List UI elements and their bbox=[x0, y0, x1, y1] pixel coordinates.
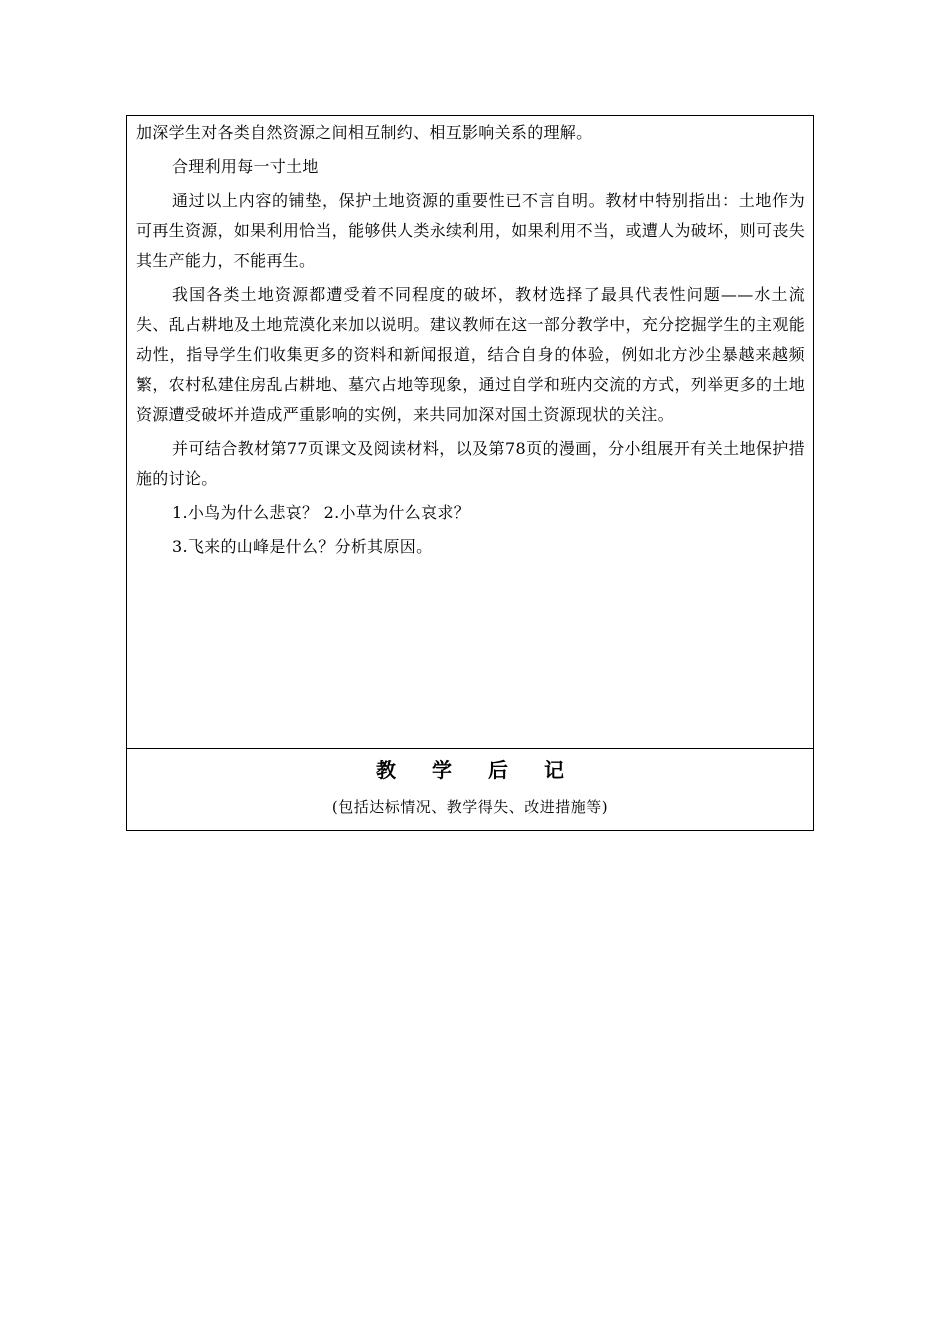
title-char: 学 bbox=[432, 758, 452, 782]
title-char: 教 bbox=[376, 758, 396, 782]
paragraph-discussion: 并可结合教材第77页课文及阅读材料，以及第78页的漫画，分小组展开有关土地保护措施的讨论。 bbox=[136, 439, 805, 488]
section-heading: 合理利用每一寸土地 bbox=[172, 157, 319, 176]
teaching-reflection-title bbox=[127, 757, 813, 783]
title-char: 记 bbox=[544, 758, 564, 782]
paragraph-continuation: 加深学生对各类自然资源之间相互制约、相互影响关系的理解。 bbox=[136, 123, 593, 142]
teaching-reflection-cell bbox=[127, 749, 813, 830]
paragraph-land-damage: 我国各类土地资源都遭受着不同程度的破坏，教材选择了最具代表性问题——水土流失、乱占耕地及土地荒漠化来加以说明。建议教师在这一部分教学中，充分挖掘学生的主观能动性，指导学生们收集更多的资料和新闻报道，结合自身的体验，例如北方沙尘暴越来越频繁，农村私建住房乱占耕地、墓穴占地等现象，通过自学和班内交流的方式，列举更多的土地资源遭受破坏并造成严重影响的实例，来共同加深对国土资源现状的关注。 bbox=[136, 285, 805, 424]
teaching-reflection-subtitle: (包括达标情况、教学得失、改进措施等) bbox=[331, 798, 609, 816]
lesson-plan-table bbox=[126, 115, 814, 831]
content-cell bbox=[127, 116, 813, 749]
paragraph-land-importance: 通过以上内容的铺垫，保护土地资源的重要性已不言自明。教材中特别指出：土地作为可再生资源，如果利用恰当，能够供人类永续利用，如果利用不当，或遭人为破坏，则可丧失其生产能力，不能再生。 bbox=[136, 191, 805, 270]
title-char: 后 bbox=[488, 758, 508, 782]
question-1-2: 1.小鸟为什么悲哀？ 2.小草为什么哀求？ bbox=[172, 503, 470, 522]
question-3: 3.飞来的山峰是什么？分析其原因。 bbox=[172, 537, 433, 556]
